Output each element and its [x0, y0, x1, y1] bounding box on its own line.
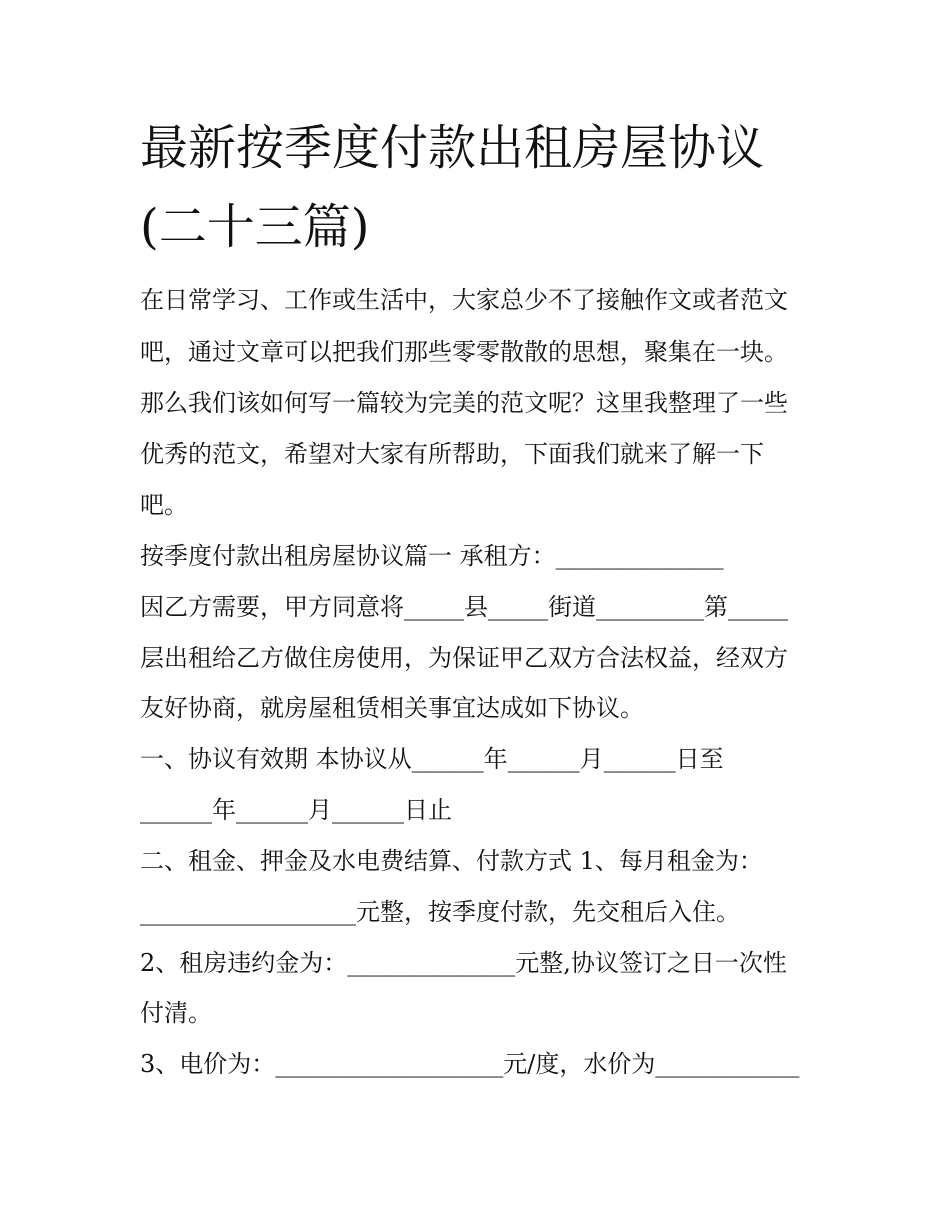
body-line-1: 在日常学习、工作或生活中，大家总少不了接触作文或者范文	[140, 286, 788, 314]
body-line-10: 一、协议有效期 本协议从______年______月______日至	[140, 745, 724, 773]
body-line-8: 层出租给乙方做住房使用，为保证甲乙双方合法权益，经双方	[140, 644, 788, 672]
body-line-13: __________________元整，按季度付款，先交租后入住。	[140, 898, 740, 926]
body-line-6: 按季度付款出租房屋协议篇一 承租方：______________	[140, 542, 724, 570]
body-line-3: 那么我们该如何写一篇较为完美的范文呢？这里我整理了一些	[140, 389, 788, 417]
document-title-line-1: 最新按季度付款出租房屋协议	[140, 120, 765, 176]
body-line-12: 二、租金、押金及水电费结算、付款方式 1、每月租金为：	[140, 847, 763, 875]
body-line-4: 优秀的范文，希望对大家有所帮助，下面我们就来了解一下	[140, 440, 764, 468]
body-line-5: 吧。	[140, 491, 188, 519]
body-line-16: 3、电价为：___________________元/度，水价为____________	[140, 1050, 800, 1078]
document-title-line-2: (二十三篇)	[140, 199, 370, 255]
body-line-9: 友好协商，就房屋租赁相关事宜达成如下协议。	[140, 694, 644, 722]
body-line-15: 付清。	[140, 999, 212, 1027]
body-line-14: 2、租房违约金为：______________元整,协议签订之日一次性	[140, 949, 787, 977]
body-line-11: ______年______月______日止	[140, 796, 452, 824]
body-line-7: 因乙方需要，甲方同意将_____县_____街道_________第_____	[140, 593, 788, 621]
body-line-2: 吧，通过文章可以把我们那些零零散散的思想，聚集在一块。	[140, 338, 788, 366]
